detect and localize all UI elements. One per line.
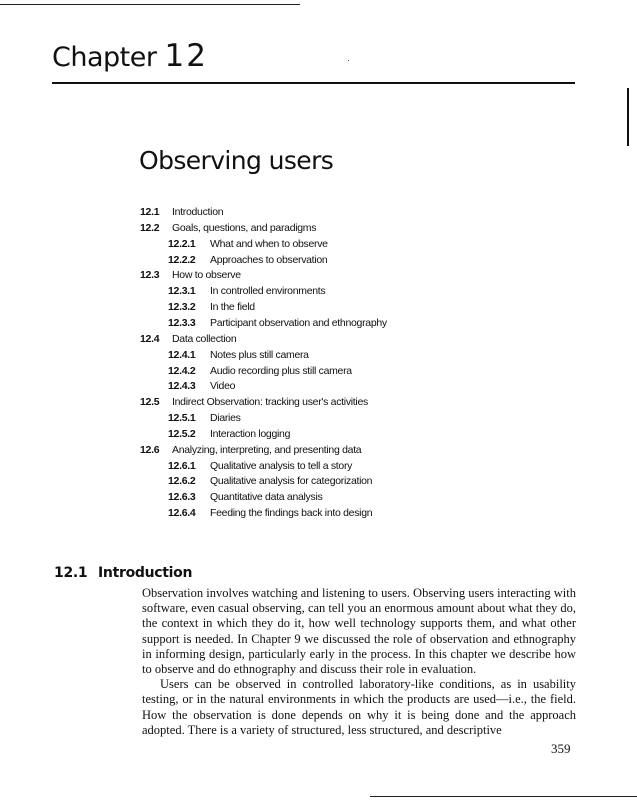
toc-entry (140, 333, 236, 346)
chapter-number: 12 (164, 38, 208, 74)
toc-number: 12.5.2 (168, 427, 196, 440)
toc-number: 12.5.1 (168, 412, 196, 425)
paragraph: Observation involves watching and listening to users. Observing users interacting with software, even casual observing, can tell you an enormous amount about what they do, the context in which they do it, how well technology supports them, and what other support is needed. In Chapter 9 we discussed the role of observation and ethnography in informing design, particularly early in the process. In this chapter we describe how to observe and do ethnography and discuss their role in evaluation. (142, 586, 576, 677)
page-number: 359 (551, 741, 571, 756)
toc-entry (140, 222, 316, 235)
toc-number: 12.1 (140, 206, 160, 218)
toc-entry (168, 460, 352, 473)
toc-number: 12.4.1 (168, 348, 196, 361)
toc-label: Notes plus still camera (210, 348, 309, 361)
speck (348, 60, 349, 61)
toc-entry (168, 380, 235, 393)
toc-label: In the field (210, 301, 255, 314)
toc-entry (168, 349, 309, 362)
toc-entry (168, 428, 290, 441)
section-heading (54, 565, 192, 581)
toc-label: Approaches to observation (210, 253, 328, 266)
toc-entry (168, 285, 325, 298)
toc-number: 12.6 (140, 443, 160, 456)
body-text (142, 586, 576, 738)
toc-number: 12.3 (140, 269, 160, 282)
toc-number: 12.6.1 (168, 459, 196, 472)
toc-label: What and when to observe (210, 237, 328, 250)
chapter-label: Chapter (52, 42, 157, 73)
chapter-rule (52, 82, 575, 84)
toc-label: Qualitative analysis to tell a story (210, 459, 353, 472)
chapter-title: Observing users (139, 146, 334, 175)
toc-label: Video (210, 380, 236, 393)
toc-number: 12.2.2 (168, 253, 196, 266)
toc-entry (168, 507, 372, 520)
top-rule (0, 4, 300, 5)
toc-entry (168, 301, 255, 314)
toc-entry (168, 254, 327, 267)
toc-label: Analyzing, interpreting, and presenting data (172, 443, 362, 456)
toc-entry (168, 412, 241, 425)
toc-number: 12.3.2 (168, 301, 196, 314)
section-title: Introduction (98, 565, 193, 581)
toc-label: Indirect Observation: tracking user's activities (172, 396, 368, 409)
toc-label: Goals, questions, and paradigms (172, 221, 317, 234)
section-number: 12.1 (54, 565, 88, 581)
toc-number: 12.4.3 (168, 380, 196, 393)
toc-entry (168, 365, 352, 378)
toc-label: Diaries (210, 412, 241, 425)
toc-number: 12.3.3 (168, 316, 196, 329)
toc-entry (168, 491, 322, 504)
toc-number: 12.4.2 (168, 364, 196, 377)
toc-entry (168, 317, 387, 330)
toc-entry (140, 206, 223, 219)
toc-label: Qualitative analysis for categorization (210, 475, 373, 488)
toc-number: 12.4 (140, 332, 160, 345)
chapter-heading (52, 38, 208, 74)
paragraph: Users can be observed in controlled laboratory-like conditions, as in usability testing, or in the natural environments in which the products are used—i.e., the field. How the observation is done depends on why it is being done and the approach adopted. There is a variety of structured, less structured, and descriptive (142, 677, 576, 737)
toc-entry (140, 269, 241, 282)
toc-number: 12.3.1 (168, 285, 196, 298)
toc-label: Quantitative data analysis (210, 491, 323, 504)
toc-label: Introduction (172, 206, 224, 218)
toc-number: 12.6.4 (168, 507, 196, 520)
toc-label: How to observe (172, 269, 241, 282)
toc-number: 12.2.1 (168, 237, 196, 250)
toc-label: Participant observation and ethnography (210, 316, 387, 329)
toc-label: Data collection (172, 332, 237, 345)
toc-label: Interaction logging (210, 427, 291, 440)
toc-number: 12.5 (140, 396, 160, 409)
toc-entry (140, 396, 368, 409)
toc-number: 12.6.3 (168, 491, 196, 504)
toc-number: 12.2 (140, 221, 160, 234)
toc-label: Audio recording plus still camera (210, 364, 352, 377)
toc-entry (168, 238, 328, 251)
toc-label: Feeding the findings back into design (210, 507, 373, 520)
margin-mark (627, 88, 629, 146)
toc-number: 12.6.2 (168, 475, 196, 488)
bottom-rule (370, 796, 637, 797)
toc-entry (140, 444, 361, 457)
toc-entry (168, 475, 372, 488)
toc-label: In controlled environments (210, 285, 326, 298)
